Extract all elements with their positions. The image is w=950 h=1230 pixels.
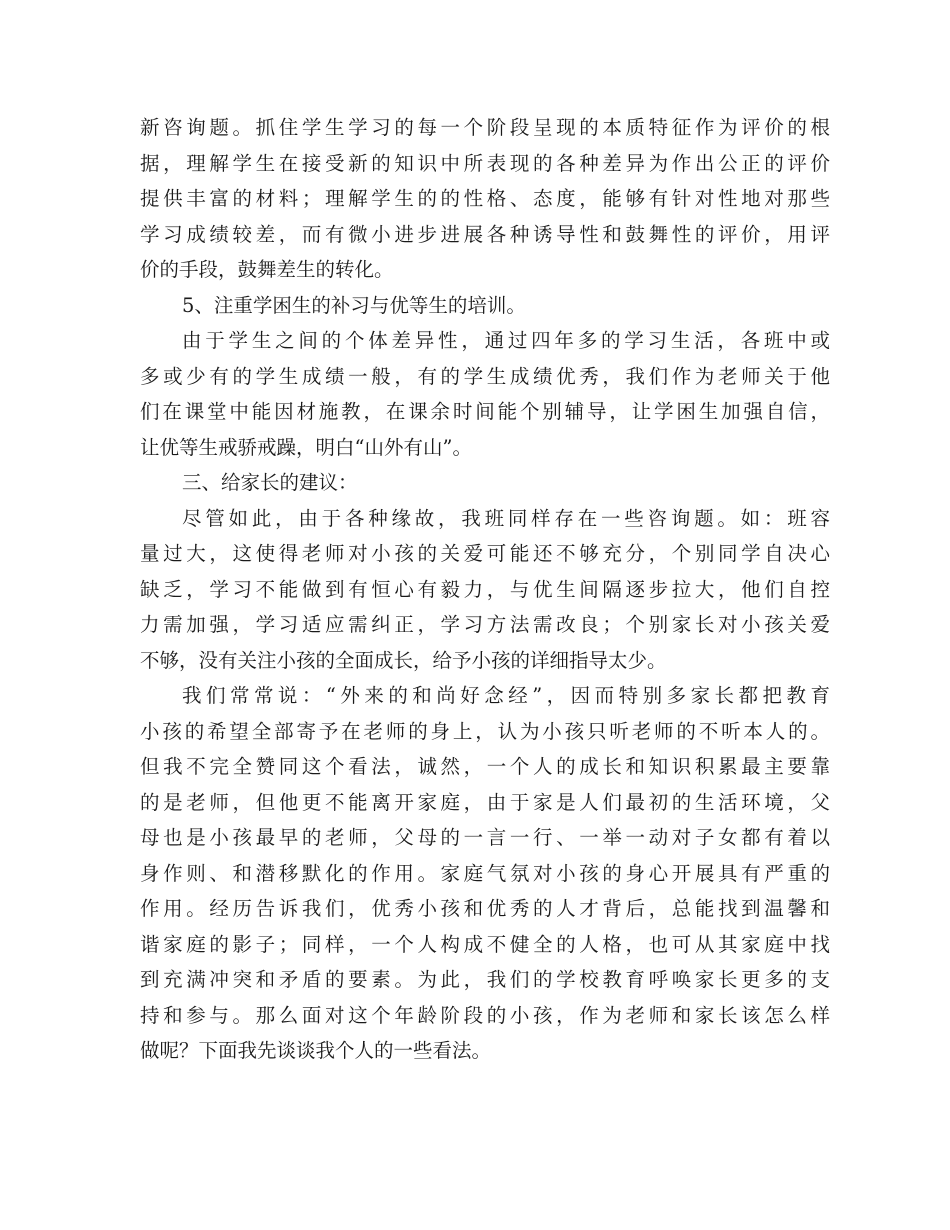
text-line: 小孩的希望全部寄予在老师的身上，认为小孩只听老师的不听本人的。 (140, 719, 830, 743)
text-line: 尽管如此，由于各种缘故，我班同样存在一些咨询题。如：班容 (182, 506, 830, 530)
text-line: 母也是小孩最早的老师，父母的一言一行、一举一动对子女都有着以 (140, 826, 830, 849)
text-line: 让优等生戒骄戒躁，明白“山外有山”。 (140, 435, 472, 459)
text-line: 5、注重学困生的补习与优等生的培训。 (182, 293, 526, 317)
text-line: 但我不完全赞同这个看法，诚然，一个人的成长和知识积累最主要靠 (140, 755, 830, 778)
text-line: 提供丰富的材料；理解学生的的性格、态度，能够有针对性地对那些 (140, 187, 830, 210)
text-line: 力需加强，学习适应需纠正，学习方法需改良；个别家长对小孩关爱 (140, 613, 830, 636)
text-line: 由于学生之间的个体差异性，通过四年多的学习生活，各班中或 (182, 329, 830, 352)
text-line: 谐家庭的影子；同样，一个人构成不健全的人格，也可从其家庭中找 (140, 932, 830, 956)
text-line: 作用。经历告诉我们，优秀小孩和优秀的人才背后，总能找到温馨和 (140, 897, 830, 920)
text-line: 的是老师，但他更不能离开家庭，由于家是人们最初的生活环境，父 (140, 790, 830, 814)
text-line: 学习成绩较差，而有微小进步进展各种诱导性和鼓舞性的评价，用评 (140, 222, 830, 246)
text-line: 新咨询题。抓住学生学习的每一个阶段呈现的本质特征作为评价的根 (140, 116, 830, 139)
document-page (140, 110, 830, 1069)
text-line: 做呢？下面我先谈谈我个人的一些看法。 (140, 1039, 492, 1062)
text-line: 持和参与。那么面对这个年龄阶段的小孩，作为老师和家长该怎么样 (140, 1003, 830, 1027)
text-line: 不够，没有关注小孩的全面成长，给予小孩的详细指导太少。 (140, 648, 667, 672)
text-line: 我们常常说：“外来的和尚好念经”，因而特别多家长都把教育 (182, 684, 830, 707)
text-line: 身作则、和潜移默化的作用。家庭气氛对小孩的身心开展具有严重的 (140, 861, 830, 885)
text-line: 到充满冲突和矛盾的要素。为此，我们的学校教育呼唤家长更多的支 (140, 968, 830, 991)
text-line: 们在课堂中能因材施教，在课余时间能个别辅导，让学困生加强自信， (140, 400, 830, 423)
text-line: 三、给家长的建议： (182, 471, 358, 494)
text-line: 据，理解学生在接受新的知识中所表现的各种差异为作出公正的评价 (140, 151, 830, 175)
text-line: 量过大，这使得老师对小孩的关爱可能还不够充分，个别同学自决心 (140, 542, 830, 565)
text-line: 多或少有的学生成绩一般，有的学生成绩优秀，我们作为老师关于他 (140, 364, 830, 388)
text-line: 价的手段，鼓舞差生的转化。 (140, 258, 394, 281)
text-line: 缺乏，学习不能做到有恒心有毅力，与优生间隔逐步拉大，他们自控 (140, 577, 830, 601)
